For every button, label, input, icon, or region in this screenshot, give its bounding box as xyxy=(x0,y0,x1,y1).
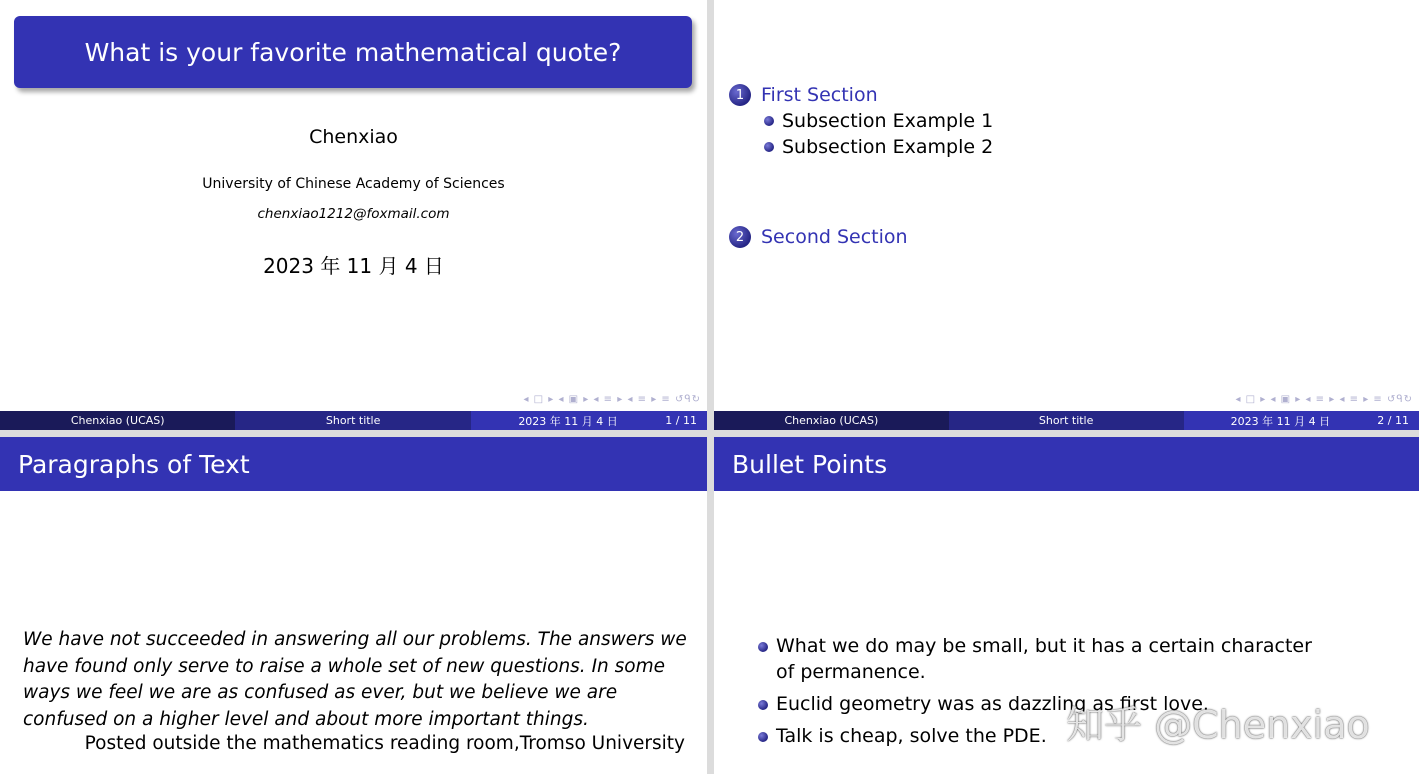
email: chenxiao1212@foxmail.com xyxy=(257,206,450,222)
slide-outline xyxy=(714,0,1419,430)
section-title: First Section xyxy=(761,84,878,106)
outline-subsection[interactable] xyxy=(764,110,993,132)
quote-paragraph: We have not succeeded in answering all our problems. The answers we have found only serve to raise a whole set of new questions. In some ways we feel we are as confused as ever, but we believe we are confused on a higher level and about more important things. xyxy=(23,629,687,730)
page-number: 2 / 11 xyxy=(1377,414,1409,427)
slide-title-page xyxy=(0,0,707,430)
bullet-ball-icon xyxy=(764,142,774,152)
footer-short-title: Short title xyxy=(949,411,1184,430)
outline-section-2[interactable] xyxy=(729,226,908,248)
title-box xyxy=(14,16,692,88)
bullet-ball-icon xyxy=(758,732,768,742)
bullet-ball-icon xyxy=(758,700,768,710)
subsection-title: Subsection Example 1 xyxy=(782,110,994,132)
footer-author: Chenxiao (UCAS) xyxy=(0,411,235,430)
page-number: 1 / 11 xyxy=(665,414,697,427)
outline-subsection[interactable] xyxy=(764,136,993,158)
frame-title: Paragraphs of Text xyxy=(18,449,250,479)
section-title: Second Section xyxy=(761,226,908,248)
frame-title: Bullet Points xyxy=(732,449,888,479)
bullet-ball-icon xyxy=(764,116,774,126)
footer-date: 2023 年 11 月 4 日 xyxy=(1230,414,1331,428)
bullet-text: Euclid geometry was as dazzling as first love. xyxy=(776,693,1209,715)
quote-attribution: Posted outside the mathematics reading room,Tromso University xyxy=(84,733,685,754)
presentation-title: What is your favorite mathematical quote? xyxy=(84,37,622,67)
footer-short-title: Short title xyxy=(235,411,470,430)
bullet-ball-icon xyxy=(758,642,768,652)
footer-date-page xyxy=(1184,411,1419,430)
watermark: 知乎 @Chenxiao xyxy=(1066,703,1370,747)
subsection-title: Subsection Example 2 xyxy=(782,136,994,158)
footline xyxy=(0,411,707,430)
list-item xyxy=(758,633,1318,685)
footer-date-page xyxy=(471,411,707,430)
bullet-text: What we do may be small, but it has a certain character of permanence. xyxy=(776,635,1312,683)
footer-author: Chenxiao (UCAS) xyxy=(714,411,949,430)
bullet-text: Talk is cheap, solve the PDE. xyxy=(776,725,1047,747)
section-number-ball-icon: 1 xyxy=(729,84,751,106)
navigation-symbols[interactable]: ◂ □ ▸ ◂ ▣ ▸ ◂ ≡ ▸ ◂ ≡ ▸ ≡ ↺ᑫ↻ xyxy=(1235,394,1413,405)
outline-section-1[interactable] xyxy=(729,84,878,106)
slide-paragraphs xyxy=(0,437,707,774)
presentation-date: 2023 年 11 月 4 日 xyxy=(263,254,444,278)
navigation-symbols[interactable]: ◂ □ ▸ ◂ ▣ ▸ ◂ ≡ ▸ ◂ ≡ ▸ ≡ ↺ᑫ↻ xyxy=(523,394,701,405)
author-name: Chenxiao xyxy=(309,126,398,148)
footline xyxy=(714,411,1419,430)
section-number-ball-icon: 2 xyxy=(729,226,751,248)
footer-date: 2023 年 11 月 4 日 xyxy=(518,414,618,428)
institution: University of Chinese Academy of Sciences xyxy=(202,176,505,192)
frame-title-bar xyxy=(0,437,707,491)
frame-title-bar xyxy=(714,437,1419,491)
